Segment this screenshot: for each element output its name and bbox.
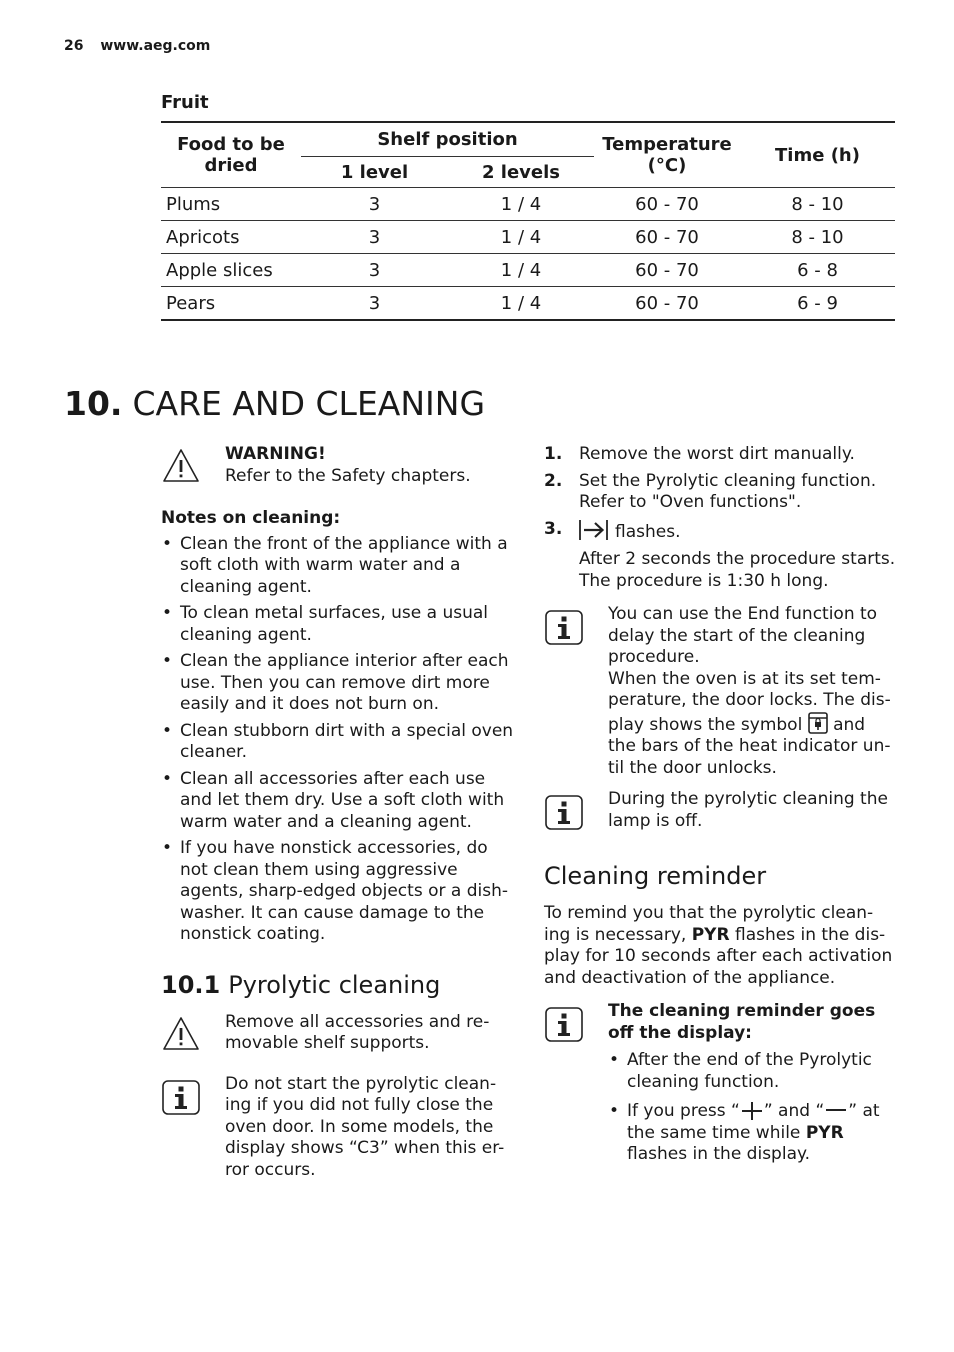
cleaning-reminder-heading: Cleaning reminder — [544, 862, 767, 890]
warning-text: Refer to the Safety chapters. — [225, 465, 471, 486]
step-number: 3. — [544, 518, 563, 539]
info-text-2a: When the oven is at its set tem-perature, the door locks. The dis-play shows the symbol — [608, 668, 891, 735]
pyrolytic-info-note — [161, 1074, 515, 1182]
bullet2-text-b: ” and “ — [763, 1101, 825, 1121]
cell-time: 6 - 9 — [740, 287, 895, 321]
cell-food: Apricots — [161, 221, 301, 254]
cell-level1: 3 — [301, 287, 448, 321]
step-item — [544, 444, 896, 466]
list-item: • If you have nonstick accessories, do not clean them using aggressive agents, sharp-edged objects or a dish-washer. It can cause damage to the nonstick coating. — [161, 838, 515, 946]
list-item: • To clean metal surfaces, use a usual cleaning agent. — [161, 603, 515, 646]
step-text: flashes. — [615, 521, 681, 542]
cell-food: Plums — [161, 188, 301, 221]
cell-time: 6 - 8 — [740, 254, 895, 287]
end-function-info-note — [544, 604, 896, 779]
list-item: • Clean the front of the appliance with a soft cloth with warm water and a cleaning agent. — [161, 534, 515, 599]
info-icon — [544, 1005, 584, 1045]
right-column — [544, 444, 896, 1171]
header-temperature: Temperature (°C) — [594, 122, 740, 188]
cell-food: Pears — [161, 287, 301, 321]
table-row — [161, 287, 895, 321]
subsection-number: 10.1 — [161, 970, 221, 999]
info-text-2 — [608, 669, 896, 780]
table-title: Fruit — [161, 92, 209, 113]
cell-level1: 3 — [301, 254, 448, 287]
section-heading — [64, 384, 485, 423]
info-icon — [544, 793, 584, 833]
bullet2-text-c: ” at the same time while — [627, 1101, 880, 1143]
pyrolytic-warning-text: Remove all accessories and re-movable shelf supports. — [225, 1011, 490, 1053]
info-icon — [544, 608, 584, 648]
notes-heading: Notes on cleaning: — [161, 508, 341, 528]
bullet2-text-a: If you press “ — [627, 1101, 740, 1121]
left-column — [161, 444, 515, 1181]
list-item: • Clean stubborn dirt with a special oven cleaner. — [161, 721, 515, 764]
cleaning-steps — [544, 444, 896, 592]
cell-level1: 3 — [301, 188, 448, 221]
plus-icon — [740, 1102, 764, 1120]
cell-temperature: 60 - 70 — [594, 221, 740, 254]
cell-level1: 3 — [301, 221, 448, 254]
header-2-levels: 2 levels — [448, 157, 594, 188]
cell-temperature: 60 - 70 — [594, 188, 740, 221]
section-number: 10. — [64, 384, 123, 423]
subsection-heading — [161, 970, 515, 1000]
bullet2-text-d: flashes in the display. — [627, 1144, 811, 1164]
subsection-title: Pyrolytic cleaning — [228, 970, 441, 999]
cell-level2: 1 / 4 — [448, 254, 594, 287]
page-header — [64, 38, 210, 54]
reminder-info-title: The cleaning reminder goes off the display: — [608, 1001, 876, 1043]
pyrolytic-warning-note — [161, 1012, 515, 1062]
reminder-paragraph — [544, 903, 896, 989]
warning-note — [161, 444, 515, 494]
warning-icon — [161, 446, 201, 486]
step-number: 2. — [544, 470, 563, 491]
info-text-2b: and the bars of the heat indicator un-til the door unlocks. — [608, 714, 891, 778]
table-row — [161, 221, 895, 254]
list-item: • Clean the appliance interior after each use. Then you can remove dirt more easily and it does not burn on. — [161, 651, 515, 716]
cell-level2: 1 / 4 — [448, 188, 594, 221]
table-row — [161, 254, 895, 287]
step-number: 1. — [544, 444, 563, 464]
page-number: 26 — [64, 38, 84, 54]
cell-time: 8 - 10 — [740, 221, 895, 254]
cell-level2: 1 / 4 — [448, 287, 594, 321]
list-item: • After the end of the Pyrolytic cleaning function. — [608, 1050, 896, 1093]
notes-list — [161, 534, 515, 946]
fruit-drying-table — [161, 121, 895, 321]
pyr-label: PYR — [691, 924, 730, 945]
minus-icon — [824, 1102, 848, 1120]
header-1-level: 1 level — [301, 157, 448, 188]
list-item — [608, 1101, 896, 1166]
cell-food: Apple slices — [161, 254, 301, 287]
door-lock-icon — [808, 712, 828, 734]
reminder-text-b: flashes in the dis-play for 10 seconds after each activation and deactivation of the appliance. — [544, 924, 893, 988]
step-item — [544, 519, 896, 593]
reminder-text-a: To remind you that the pyrolytic clean-ing is necessary, — [544, 903, 874, 945]
cell-temperature: 60 - 70 — [594, 254, 740, 287]
table-row — [161, 188, 895, 221]
site-url: www.aeg.com — [100, 38, 211, 54]
info-text-1: You can use the End function to delay the start of the cleaning procedure. — [608, 604, 878, 667]
lamp-info-text: During the pyrolytic cleaning the lamp is off. — [608, 789, 888, 831]
pyr-label: PYR — [805, 1122, 844, 1143]
header-food: Food to be dried — [161, 122, 301, 188]
cell-temperature: 60 - 70 — [594, 287, 740, 321]
list-item: • Clean all accessories after each use and let them dry. Use a soft cloth with warm water and a cleaning agent. — [161, 769, 515, 834]
arrow-to-bar-icon — [579, 519, 609, 541]
reminder-list — [608, 1050, 896, 1166]
info-icon — [161, 1078, 201, 1118]
cell-level2: 1 / 4 — [448, 221, 594, 254]
step-after-text: After 2 seconds the procedure starts. The procedure is 1:30 h long. — [579, 549, 896, 591]
section-title: CARE AND CLEANING — [132, 384, 486, 423]
pyrolytic-info-text: Do not start the pyrolytic clean-ing if you did not fully close the oven door. In some models, the display shows “C3” when this er-ror occurs. — [225, 1073, 505, 1180]
warning-icon — [161, 1014, 201, 1054]
header-time: Time (h) — [740, 122, 895, 188]
lamp-info-note — [544, 789, 896, 839]
header-shelf-position: Shelf position — [301, 122, 594, 157]
step-text: Remove the worst dirt manually. — [579, 444, 855, 464]
step-item — [544, 471, 896, 514]
warning-title: WARNING! — [225, 444, 326, 464]
reminder-info-note — [544, 1001, 896, 1166]
step-text: Set the Pyrolytic cleaning function. Refer to "Oven functions". — [579, 470, 877, 512]
cell-time: 8 - 10 — [740, 188, 895, 221]
